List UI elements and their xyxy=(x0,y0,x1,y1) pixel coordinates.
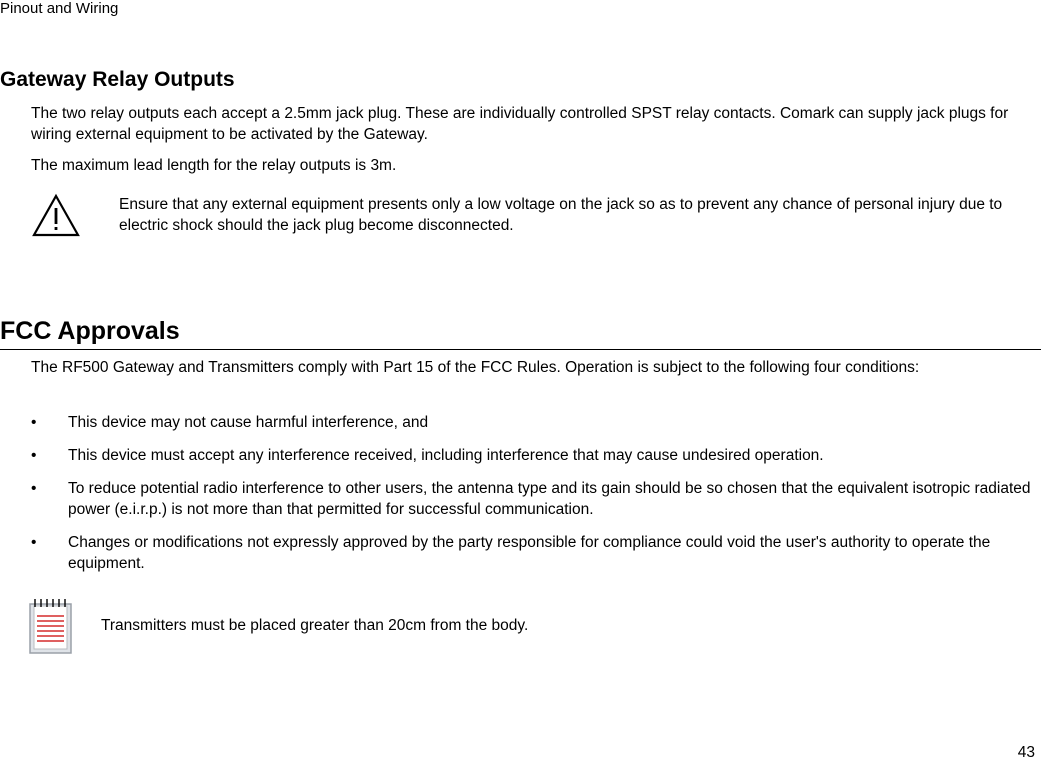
list-item-text: This device may not cause harmful interference, and xyxy=(68,414,429,431)
section-heading-fcc: FCC Approvals xyxy=(0,317,180,345)
relay-paragraph-2: The maximum lead length for the relay outputs is 3m. xyxy=(31,157,397,174)
bullet-icon: • xyxy=(31,480,37,497)
section-heading-relay: Gateway Relay Outputs xyxy=(0,68,235,91)
note-text: Transmitters must be placed greater than 20cm from the body. xyxy=(101,617,529,634)
list-item-text: To reduce potential radio interference to other users, the antenna type and its gain should be so chosen that the equivalent isotropic radiated power (e.i.r.p.) is not more than that permitted for successful communication. xyxy=(68,480,1031,518)
bullet-icon: • xyxy=(31,414,37,431)
warning-text: Ensure that any external equipment presents only a low voltage on the jack so as to prevent any chance of personal injury due to electric shock should the jack plug become disconnected. xyxy=(119,196,1003,234)
bullet-icon: • xyxy=(31,534,37,551)
list-item xyxy=(31,478,1039,520)
notepad-icon xyxy=(29,596,72,654)
fcc-intro-paragraph: The RF500 Gateway and Transmitters comply with Part 15 of the FCC Rules. Operation is subject to the following four conditions: xyxy=(31,359,920,376)
page-number: 43 xyxy=(1017,744,1035,761)
conditions-list xyxy=(31,412,1039,586)
list-item-text: Changes or modifications not expressly approved by the party responsible for compliance could void the user's authority to operate the equipment. xyxy=(68,534,991,572)
relay-paragraph-1: The two relay outputs each accept a 2.5mm jack plug. These are individually controlled SPST relay contacts. Comark can supply jack plugs for wiring external equipment to be activated by the Gateway. xyxy=(31,105,1009,143)
warning-triangle-icon xyxy=(31,193,81,238)
bullet-icon: • xyxy=(31,447,37,464)
list-item-text: This device must accept any interference received, including interference that may cause undesired operation. xyxy=(68,447,824,464)
list-item xyxy=(31,445,1039,466)
list-item xyxy=(31,412,1039,433)
heading-rule xyxy=(0,349,1041,350)
running-header: Pinout and Wiring xyxy=(0,0,119,17)
list-item xyxy=(31,532,1039,574)
